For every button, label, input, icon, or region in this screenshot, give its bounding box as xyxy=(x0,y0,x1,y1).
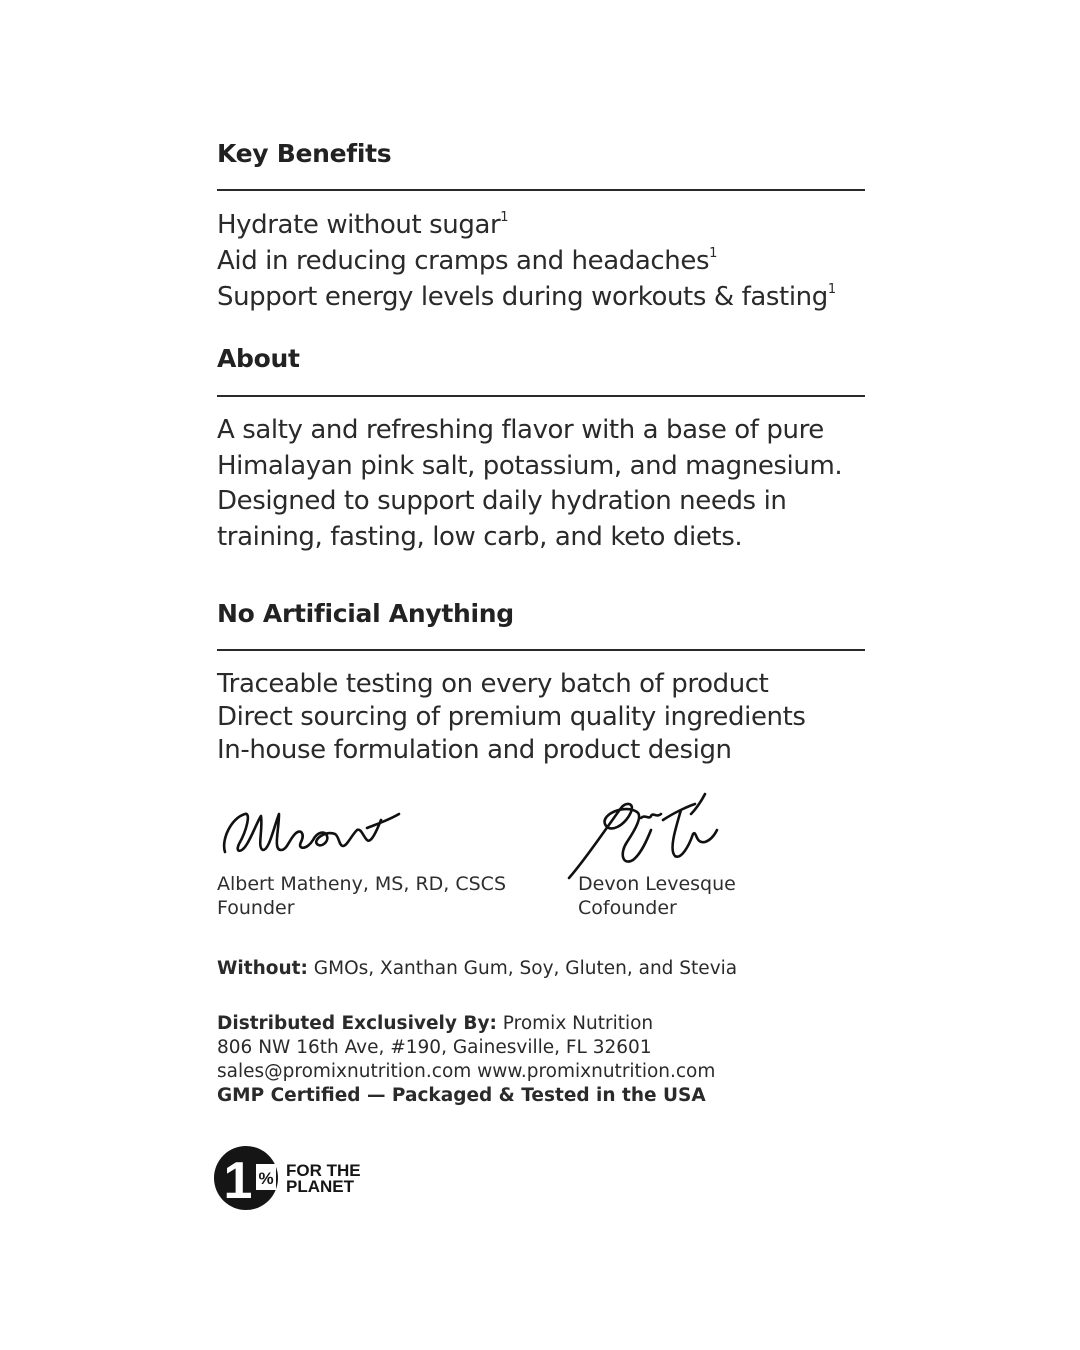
gmp-certification: GMP Certified — Packaged & Tested in the USA xyxy=(217,1085,706,1106)
devon-signature xyxy=(565,790,735,885)
benefit-item: Support energy levels during workouts & fasting$^1$ xyxy=(217,282,836,312)
svg-text:1: 1 xyxy=(223,1152,253,1210)
key-benefits-list xyxy=(217,207,836,315)
key-benefits-divider xyxy=(217,189,865,191)
without-label: Without: xyxy=(217,958,308,979)
no-artificial-heading: No Artificial Anything xyxy=(217,599,514,628)
about-heading: About xyxy=(217,344,300,373)
distributor-contact: sales@promixnutrition.com www.promixnutrition.com xyxy=(217,1061,716,1082)
svg-text:PLANET: PLANET xyxy=(286,1177,354,1196)
albert-signature-block xyxy=(217,872,506,920)
about-divider xyxy=(217,395,865,397)
signer-title: Founder xyxy=(217,897,295,919)
benefit-item: Aid in reducing cramps and headaches$^1$ xyxy=(217,246,717,276)
about-line: Designed to support daily hydration needs in xyxy=(217,486,787,516)
svg-text:FOR THE: FOR THE xyxy=(286,1161,361,1180)
distributor-block xyxy=(217,1012,715,1108)
benefit-item: Hydrate without sugar$^1$ xyxy=(217,210,509,240)
about-text xyxy=(217,413,842,555)
about-line: training, fasting, low carb, and keto diets. xyxy=(217,521,743,552)
no-artificial-item: Traceable testing on every batch of product xyxy=(217,669,769,699)
no-artificial-list xyxy=(217,668,806,767)
signer-name: Devon Levesque xyxy=(578,873,736,895)
without-line xyxy=(217,958,737,979)
distributor-label: Distributed Exclusively By: xyxy=(217,1013,497,1034)
signer-name: Albert Matheny, MS, RD, CSCS xyxy=(217,873,507,895)
without-text: GMOs, Xanthan Gum, Soy, Gluten, and Stevia xyxy=(307,958,738,979)
key-benefits-heading: Key Benefits xyxy=(217,139,392,168)
no-artificial-item: Direct sourcing of premium quality ingredients xyxy=(217,702,806,732)
about-line: Himalayan pink salt, potassium, and magnesium. xyxy=(217,450,843,481)
one-percent-for-the-planet-logo xyxy=(214,1146,374,1212)
devon-signature-block xyxy=(578,872,736,920)
about-line: A salty and refreshing flavor with a base of pure xyxy=(217,415,824,445)
distributor-address: 806 NW 16th Ave, #190, Gainesville, FL 32601 xyxy=(217,1037,652,1058)
albert-signature xyxy=(217,800,402,860)
distributor-company: Promix Nutrition xyxy=(496,1013,654,1034)
no-artificial-divider xyxy=(217,649,865,651)
distributor-line xyxy=(217,1012,715,1036)
svg-text:%: % xyxy=(258,1169,274,1188)
no-artificial-item: In-house formulation and product design xyxy=(217,735,732,765)
signer-title: Cofounder xyxy=(578,897,677,919)
